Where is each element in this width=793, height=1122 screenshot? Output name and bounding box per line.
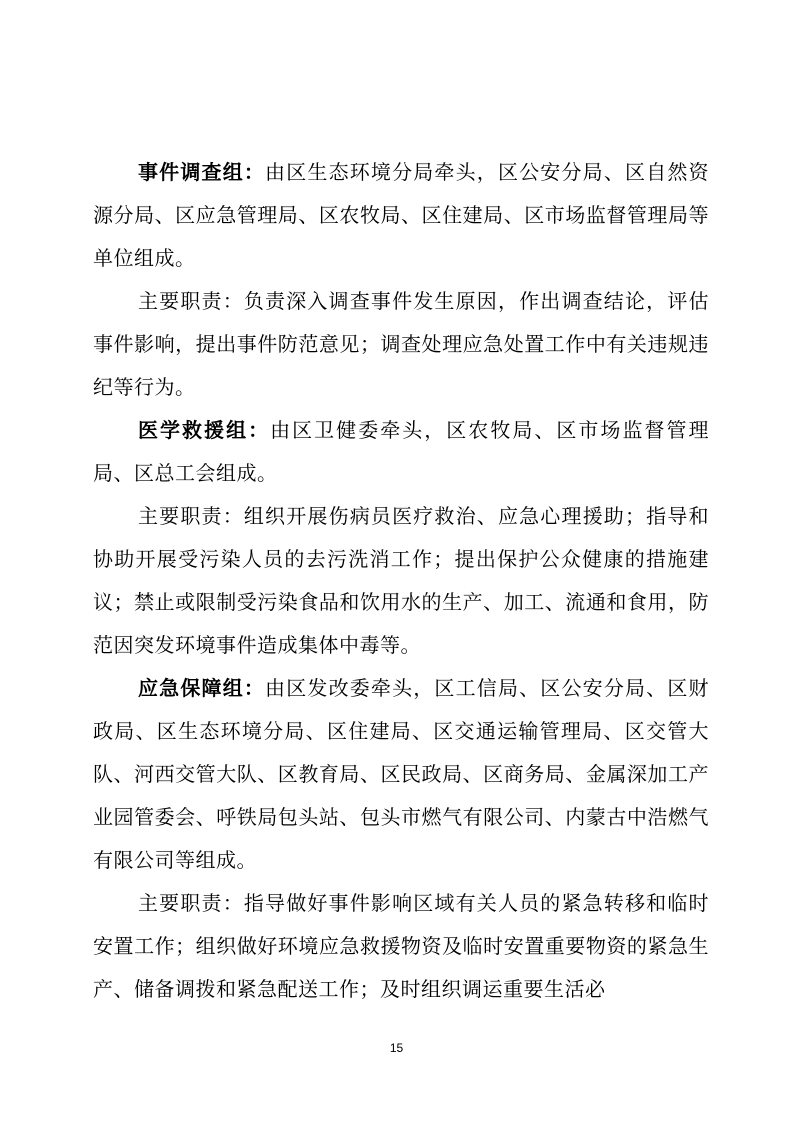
emergency-support-group-heading: 应急保障组： — [138, 676, 266, 700]
medical-rescue-group-heading: 医学救援组： — [138, 418, 271, 442]
emergency-support-group-text: 由区发改委牵头，区工信局、区公安分局、区财政局、区生态环境分局、区住建局、区交通运输管理局、区交管大队、河西交管大队、区教育局、区民政局、区商务局、金属深加工产业园管委会、呼铁局包头站、包头市燃气有限公司、内蒙古中浩燃气有限公司等组成。 — [93, 676, 710, 872]
investigation-group-text: 由区生态环境分局牵头，区公安分局、区自然资源分局、区应急管理局、区农牧局、区住建局、区市场监督管理局等单位组成。 — [93, 160, 710, 270]
paragraph-medical-rescue-duties — [93, 495, 709, 667]
medical-rescue-duties-text: 主要职责：组织开展伤病员医疗救治、应急心理援助；指导和协助开展受污染人员的去污洗消工作；提出保护公众健康的措施建议；禁止或限制受污染食品和饮用水的生产、加工、流通和食用，防范因突发环境事件造成集体中毒等。 — [93, 504, 709, 657]
page-number: 15 — [389, 1041, 404, 1055]
paragraph-emergency-support-duties — [93, 882, 709, 1011]
paragraph-medical-rescue-group — [93, 409, 709, 495]
medical-rescue-group-text: 由区卫健委牵头，区农牧局、区市场监督管理局、区总工会组成。 — [93, 418, 710, 485]
investigation-group-heading: 事件调查组： — [138, 160, 266, 184]
document-body — [93, 151, 709, 1011]
investigation-duties-text: 主要职责：负责深入调查事件发生原因，作出调查结论，评估事件影响，提出事件防范意见；调查处理应急处置工作中有关违规违纪等行为。 — [93, 289, 709, 399]
paragraph-investigation-duties — [93, 280, 709, 409]
paragraph-emergency-support-group — [93, 667, 709, 882]
paragraph-investigation-group — [93, 151, 709, 280]
emergency-support-duties-text: 主要职责：指导做好事件影响区域有关人员的紧急转移和临时安置工作；组织做好环境应急救援物资及临时安置重要物资的紧急生产、储备调拨和紧急配送工作；及时组织调运重要生活必 — [93, 891, 709, 1001]
